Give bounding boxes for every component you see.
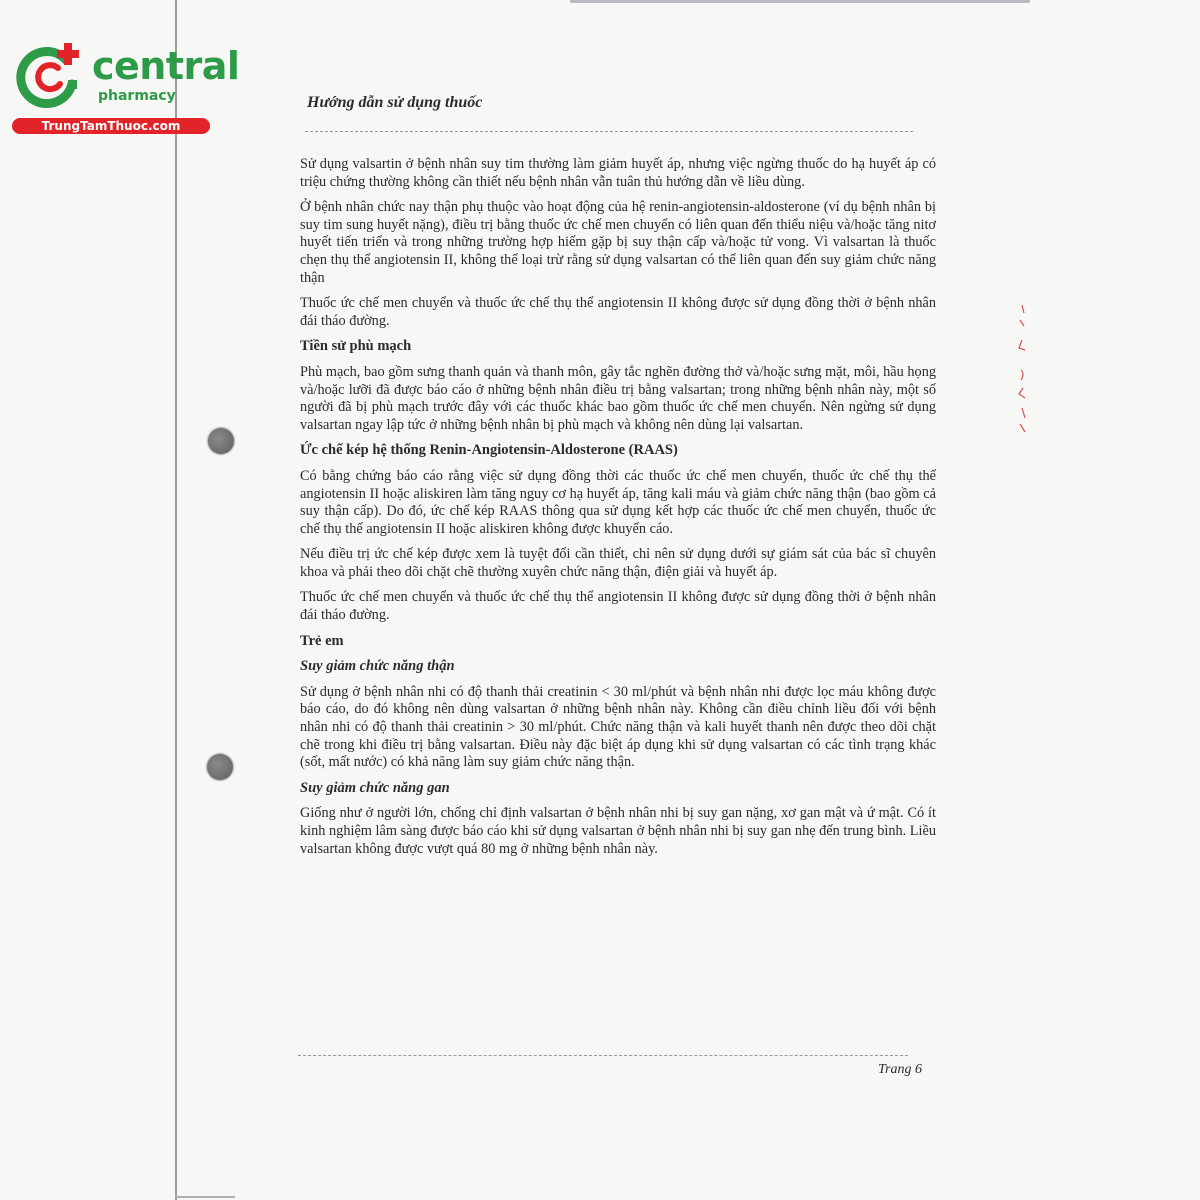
section-heading: Suy giảm chức năng thận [300, 658, 455, 675]
section-heading: Tiền sử phù mạch [300, 338, 412, 355]
header-rule [305, 131, 913, 132]
logo-subtitle: pharmacy [98, 88, 176, 104]
logo-site-banner: TrungTamThuoc.com [12, 118, 210, 134]
body-paragraph: Giống như ở người lớn, chống chỉ định valsartan ở bệnh nhân nhi bị suy gan nặng, xơ gan mật và ứ mật. Có ít kinh nghiệm lâm sàng được báo cáo khi sử dụng valsartan ở bệnh nhân nhi bị suy gan nhẹ đến trung bình. Liều valsartan không được vượt quá 80 mg ở những bệnh nhân này. [300, 805, 936, 857]
scan-edge-left [175, 0, 177, 1200]
body-paragraph: Sử dụng ở bệnh nhân nhi có độ thanh thải creatinin < 30 ml/phút và bệnh nhân nhi được lọc máu không được báo cáo, do đó không nên dùng valsartan ở những bệnh nhân này. Không cần điều chỉnh liều đối với bệnh nhân nhi có độ thanh thải creatinin > 30 ml/phút. Chức năng thận và kali huyết thanh nên được theo dõi chặt chẽ trong khi điều trị bằng valsartan. Điều này đặc biệt áp dụng khi sử dụng valsartan có các tình trạng khác (sốt, mất nước) có khả năng làm suy giảm chức năng thận. [300, 683, 936, 771]
body-paragraph: Nếu điều trị ức chế kép được xem là tuyệt đối cần thiết, chỉ nên sử dụng dưới sự giám sát của bác sĩ chuyên khoa và phải theo dõi chặt chẽ thường xuyên chức năng thận, điện giải và huyết áp. [300, 546, 936, 580]
handwritten-margin-note [1012, 300, 1032, 440]
section-heading: Suy giảm chức năng gan [300, 779, 450, 796]
pharmacy-cross-logo-icon [12, 40, 84, 112]
document-body [300, 156, 936, 866]
scan-edge-top [570, 0, 1030, 3]
body-paragraph: Thuốc ức chế men chuyển và thuốc ức chế thụ thể angiotensin II không được sử dụng đồng thời ở bệnh nhân đái tháo đường. [300, 589, 936, 624]
document-header: Hướng dẫn sử dụng thuốc [307, 94, 483, 111]
body-paragraph: Có bằng chứng báo cáo rằng việc sử dụng đồng thời các thuốc ức chế men chuyển, thuốc ức chế thụ thể angiotensin II hoặc aliskiren làm tăng nguy cơ hạ huyết áp, tăng kali máu và giảm chức năng thận (bao gồm cả suy thận cấp). Do đó, ức chế kép RAAS thông qua sử dụng kết hợp các thuốc ức chế men chuyển, thuốc ức chế thụ thể angiotensin II hoặc aliskiren không được khuyến cáo. [300, 467, 936, 537]
body-paragraph: Sử dụng valsartin ở bệnh nhân suy tim thường làm giảm huyết áp, nhưng việc ngừng thuốc do hạ huyết áp có triệu chứng thường không cần thiết nếu bệnh nhân vẫn tuân thủ hướng dẫn về liều dùng. [300, 156, 936, 190]
logo-brand: central [92, 44, 240, 88]
footer-rule [298, 1055, 908, 1056]
section-heading: Trẻ em [300, 632, 344, 649]
page-number: Trang 6 [878, 1062, 922, 1077]
punch-hole-top [208, 428, 234, 454]
body-paragraph: Ở bệnh nhân chức nay thận phụ thuộc vào hoạt động của hệ renin-angiotensin-aldosterone (ví dụ bệnh nhân bị suy tim sung huyết nặng), điều trị bằng thuốc ức chế men chuyển có liên quan đến thiểu niệu và/hoặc tăng nitơ huyết tiến triển và trong những trường hợp hiếm gặp bị suy thận cấp và/hoặc tử vong. Vì valsartan là thuốc chẹn thụ thể angiotensin II, không thể loại trừ rằng sử dụng valsartan có thể liên quan đến suy giảm chức năng thận [300, 199, 936, 286]
scan-edge-bottom [175, 1196, 235, 1198]
punch-hole-bottom [207, 754, 233, 780]
body-paragraph: Phù mạch, bao gồm sưng thanh quản và thanh môn, gây tắc nghẽn đường thở và/hoặc sưng mặt, môi, hầu họng và/hoặc lưỡi đã được báo cáo ở những bệnh nhân điều trị bằng valsartan; trong những bệnh nhân này, một số người đã bị phù mạch trước đây với các thuốc khác bao gồm thuốc ức chế men chuyển. Nên ngừng sử dụng valsartan ngay lập tức ở những bệnh nhân bị phù mạch và không nên dùng lại valsartan. [300, 363, 936, 433]
section-heading: Ức chế kép hệ thống Renin-Angiotensin-Aldosterone (RAAS) [300, 442, 678, 459]
body-paragraph: Thuốc ức chế men chuyển và thuốc ức chế thụ thể angiotensin II không được sử dụng đồng thời ở bệnh nhân đái tháo đường. [300, 295, 936, 329]
central-pharmacy-logo[interactable] [10, 38, 240, 138]
